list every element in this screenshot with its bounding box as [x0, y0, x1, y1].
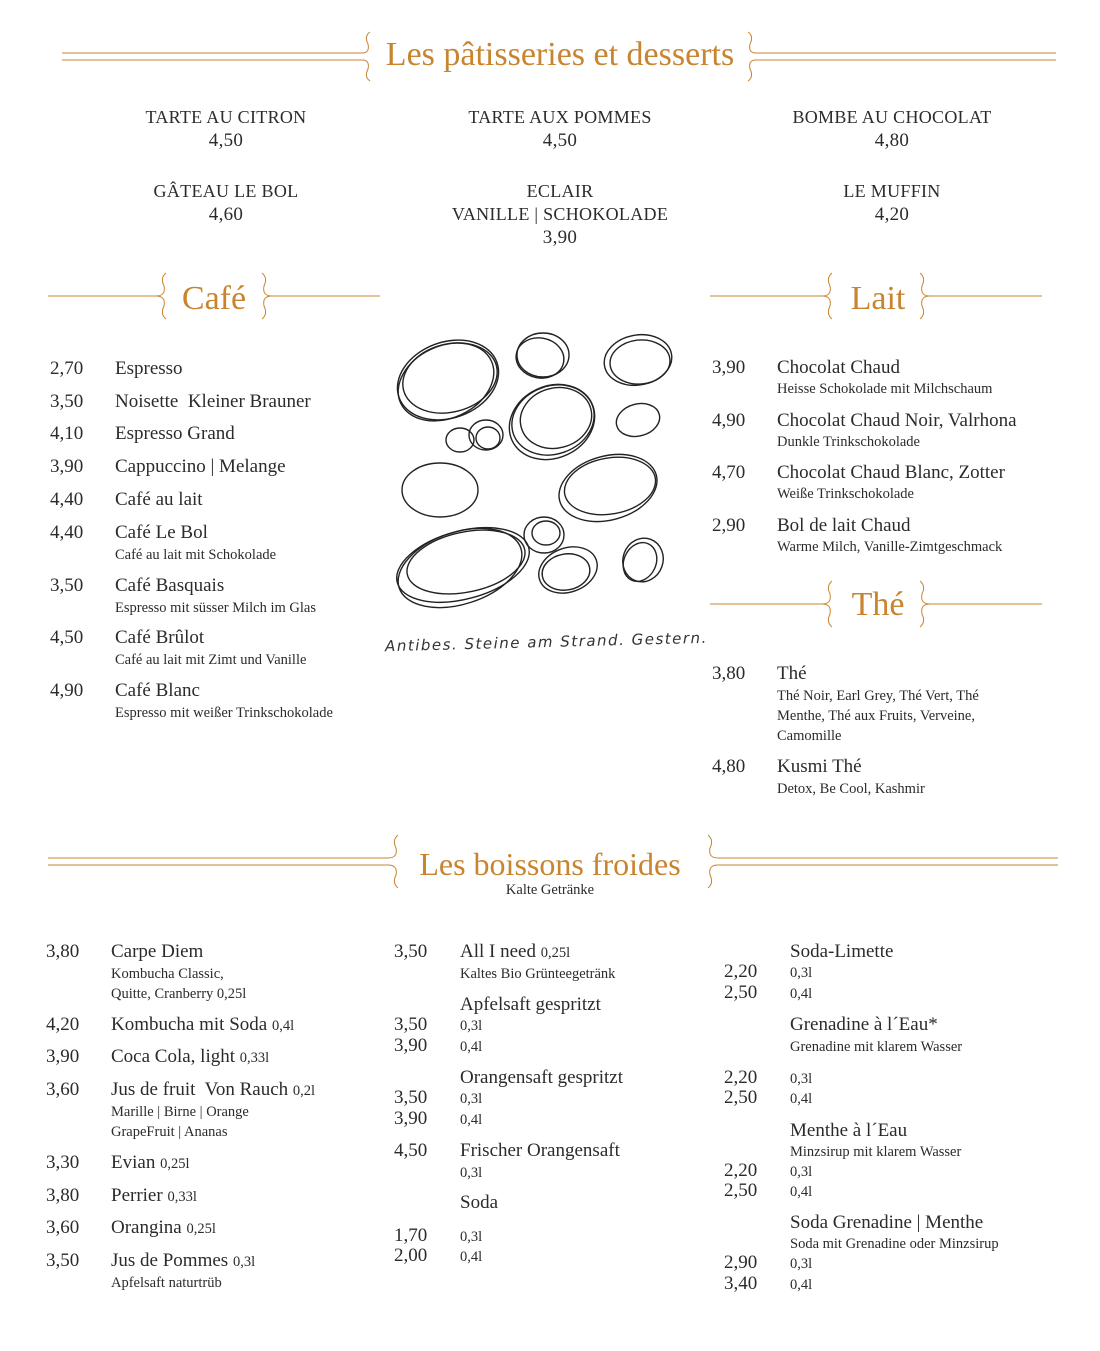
price-small: 2,90 — [724, 1252, 758, 1273]
item-size: 0,25l — [160, 1156, 190, 1172]
item-desc: Café au lait mit Zimt und Vanille — [115, 652, 307, 668]
item-name: Café au lait — [115, 489, 203, 510]
stones-drawing — [388, 320, 688, 620]
item-desc: Warme Milch, Vanille-Zimtgeschmack — [777, 539, 1003, 555]
item-name-text: All I need — [460, 941, 536, 962]
price-small: 2,20 — [724, 961, 758, 982]
item-desc: Soda mit Grenadine oder Minzsirup — [790, 1236, 999, 1252]
item-name: Apfelsaft gespritzt — [460, 994, 601, 1015]
item-price: 3,50 — [46, 1250, 80, 1271]
size-small: 0,3l — [460, 1091, 483, 1107]
item-name: Chocolat Chaud — [777, 357, 900, 378]
item-name: Orangensaft gespritzt — [460, 1067, 624, 1088]
pastry-price: 4,50 — [542, 130, 578, 151]
item-name: Chocolat Chaud Blanc, Zotter — [777, 462, 1005, 483]
size-large: 0,4l — [790, 1277, 813, 1293]
pastry-item — [76, 180, 376, 226]
item-price: 4,40 — [50, 489, 84, 510]
item-size: 0,25l — [540, 945, 571, 961]
item-desc: Kaltes Bio Grünteegetränk — [460, 966, 616, 982]
cold-title: Les boissons froides — [419, 846, 681, 882]
pastry-price: 3,90 — [542, 227, 578, 248]
price-small: 1,70 — [394, 1225, 428, 1246]
price-large: 2,50 — [724, 1180, 758, 1201]
item-desc-line: GrapeFruit | Ananas — [111, 1124, 228, 1140]
item-price: 3,80 — [46, 941, 80, 962]
item-price: 3,80 — [46, 1185, 80, 1206]
item-size: 0,3l — [460, 1165, 483, 1181]
price-large: 3,90 — [394, 1108, 428, 1129]
pastry-name: GÂTEAU LE BOL — [153, 181, 299, 201]
item-name: Café Le Bol — [115, 522, 208, 543]
illustration-caption: Antibes. Steine am Strand. Gestern. — [384, 628, 709, 656]
item-name: Café Brûlot — [115, 627, 205, 648]
size-large: 0,4l — [460, 1112, 483, 1128]
item-name — [111, 1185, 197, 1207]
item-size: 0,3l — [232, 1254, 256, 1270]
item-price: 4,50 — [394, 1140, 428, 1161]
item-name-text: Jus de fruit Von Rauch — [111, 1079, 289, 1100]
item-desc-line: Kombucha Classic, — [111, 966, 224, 982]
price-large: 2,50 — [724, 1087, 758, 1108]
price-small: 3,50 — [394, 1014, 428, 1035]
item-desc-line: Camomille — [777, 728, 842, 744]
item-desc: Heisse Schokolade mit Milchschaum — [777, 381, 993, 397]
item-price: 4,10 — [50, 423, 84, 444]
item-desc-line: Detox, Be Cool, Kashmir — [777, 781, 925, 797]
item-desc: Dunkle Trinkschokolade — [777, 434, 920, 450]
size-small: 0,3l — [460, 1018, 483, 1034]
cold-subtitle: Kalte Getränke — [505, 882, 595, 898]
item-price: 3,80 — [712, 663, 746, 684]
item-name: Soda — [460, 1192, 498, 1213]
item-size: 0,4l — [271, 1018, 295, 1034]
pastry-price: 4,60 — [208, 204, 244, 225]
pastry-item — [742, 106, 1042, 152]
item-price: 2,70 — [50, 358, 84, 379]
item-name: Café Blanc — [115, 680, 200, 701]
item-name: Menthe à l´Eau — [790, 1120, 908, 1141]
item-size: 0,33l — [167, 1189, 197, 1205]
item-name: Noisette Kleiner Brauner — [115, 391, 311, 412]
item-name: Kusmi Thé — [777, 756, 862, 777]
item-name: Café Basquais — [115, 575, 225, 596]
the-title: Thé — [851, 586, 905, 623]
item-price: 2,90 — [712, 515, 746, 536]
price-small: 2,20 — [724, 1160, 758, 1181]
item-price: 4,70 — [712, 462, 746, 483]
item-desc: Grenadine mit klarem Wasser — [790, 1039, 963, 1055]
cafe-title: Café — [181, 280, 247, 317]
item-name — [111, 1079, 315, 1101]
size-large: 0,4l — [790, 1091, 813, 1107]
item-price: 4,40 — [50, 522, 84, 543]
item-price: 4,20 — [46, 1014, 80, 1035]
pastry-name: TARTE AU CITRON — [145, 107, 307, 127]
size-small: 0,3l — [790, 1071, 813, 1087]
size-large: 0,4l — [460, 1249, 483, 1265]
item-name: Soda-Limette — [790, 941, 894, 962]
item-price: 4,90 — [50, 680, 84, 701]
item-name-text: Perrier — [111, 1185, 163, 1206]
size-large: 0,4l — [790, 986, 813, 1002]
item-name — [111, 1250, 255, 1272]
item-desc: Minzsirup mit klarem Wasser — [790, 1144, 962, 1160]
pastry-price: 4,80 — [874, 130, 910, 151]
item-price: 3,60 — [46, 1217, 80, 1238]
item-name: Cappuccino | Melange — [115, 456, 286, 477]
price-large: 2,00 — [394, 1245, 428, 1266]
item-desc-line: Quitte, Cranberry 0,25l — [111, 986, 247, 1002]
item-price: 3,60 — [46, 1079, 80, 1100]
item-price: 3,90 — [50, 456, 84, 477]
lait-title: Lait — [850, 280, 906, 317]
item-name-text: Jus de Pommes — [111, 1250, 229, 1271]
item-desc-line: Apfelsaft naturtrüb — [111, 1275, 222, 1291]
pastry-sub: VANILLE | SCHOKOLADE — [451, 204, 669, 224]
size-small: 0,3l — [790, 965, 813, 981]
item-name: Espresso — [115, 358, 183, 379]
item-name-text: Kombucha mit Soda — [111, 1014, 268, 1035]
item-desc: Weiße Trinkschokolade — [777, 486, 914, 502]
pastry-name: LE MUFFIN — [843, 181, 941, 201]
item-price: 3,50 — [50, 391, 84, 412]
size-small: 0,3l — [460, 1229, 483, 1245]
price-small: 3,50 — [394, 1087, 428, 1108]
pastry-item — [410, 106, 710, 152]
size-large: 0,4l — [460, 1039, 483, 1055]
item-name: Carpe Diem — [111, 941, 204, 962]
size-large: 0,4l — [790, 1184, 813, 1200]
pastry-price: 4,20 — [874, 204, 910, 225]
item-size: 0,25l — [186, 1221, 216, 1237]
item-name — [111, 1046, 269, 1068]
pastry-name: BOMBE AU CHOCOLAT — [792, 107, 992, 127]
pastry-item — [76, 106, 376, 152]
item-name: Grenadine à l´Eau* — [790, 1014, 938, 1035]
item-price: 3,90 — [712, 357, 746, 378]
pastry-name: ECLAIR — [526, 181, 594, 201]
item-name — [111, 1014, 294, 1036]
item-price: 3,50 — [50, 575, 84, 596]
item-desc: Espresso mit süsser Milch im Glas — [115, 600, 316, 616]
item-price: 3,50 — [394, 941, 428, 962]
item-name-text: Coca Cola, light — [111, 1046, 236, 1067]
item-size: 0,33l — [239, 1050, 270, 1066]
price-small: 2,20 — [724, 1067, 758, 1088]
pastry-item — [410, 180, 710, 249]
price-large: 2,50 — [724, 982, 758, 1003]
price-large: 3,40 — [724, 1273, 758, 1294]
item-price: 4,80 — [712, 756, 746, 777]
item-name: Bol de lait Chaud — [777, 515, 911, 536]
item-name: Soda Grenadine | Menthe — [790, 1212, 984, 1233]
item-price: 3,30 — [46, 1152, 80, 1173]
item-name — [460, 941, 570, 963]
pastry-name: TARTE AUX POMMES — [468, 107, 652, 127]
item-desc-line: Marille | Birne | Orange — [111, 1104, 249, 1120]
item-name-text: Evian — [111, 1152, 156, 1173]
item-desc-line: Menthe, Thé aux Fruits, Verveine, — [777, 708, 975, 724]
item-name: Thé — [777, 663, 807, 684]
size-small: 0,3l — [790, 1256, 813, 1272]
item-name: Frischer Orangensaft — [460, 1140, 620, 1161]
pastries-title: Les pâtisseries et desserts — [385, 36, 735, 73]
pastry-item — [742, 180, 1042, 226]
pastry-price: 4,50 — [208, 130, 244, 151]
item-price: 4,50 — [50, 627, 84, 648]
item-name-text: Orangina — [111, 1217, 182, 1238]
item-desc: Espresso mit weißer Trinkschokolade — [115, 705, 333, 721]
item-desc: Café au lait mit Schokolade — [115, 547, 277, 563]
item-price: 3,90 — [46, 1046, 80, 1067]
item-name — [111, 1217, 216, 1239]
item-size: 0,2l — [292, 1083, 316, 1099]
item-desc-line: Thé Noir, Earl Grey, Thé Vert, Thé — [777, 688, 979, 704]
price-large: 3,90 — [394, 1035, 428, 1056]
item-price: 4,90 — [712, 410, 746, 431]
item-name: Espresso Grand — [115, 423, 235, 444]
size-small: 0,3l — [790, 1164, 813, 1180]
item-name: Chocolat Chaud Noir, Valrhona — [777, 410, 1017, 431]
item-name — [111, 1152, 189, 1174]
